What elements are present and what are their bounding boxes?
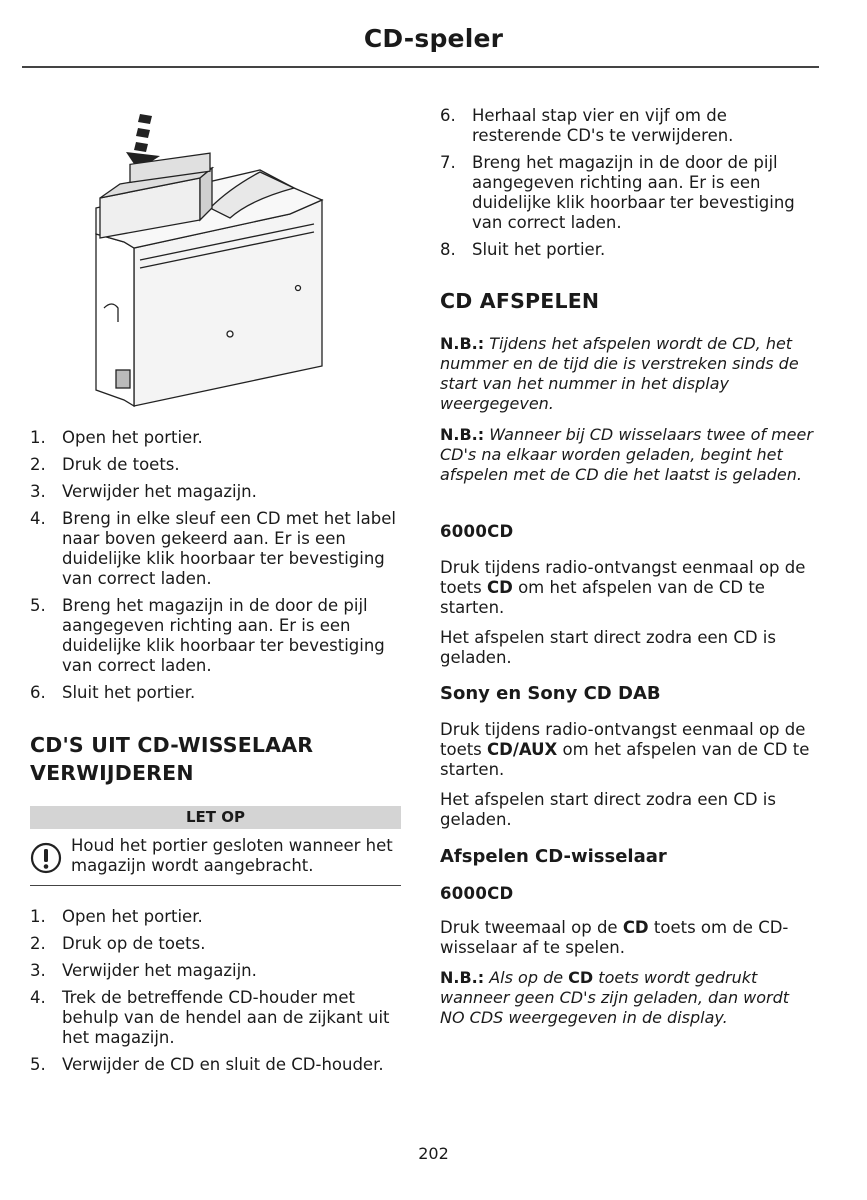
list-item: 3. Verwijder het magazijn. <box>30 961 257 980</box>
note-display: N.B.: Tijdens het afspelen wordt de CD, het nummer en de tijd die is verstreken sinds de start van het nummer in het display weergegeven. <box>440 334 799 413</box>
cd-changer-illustration <box>90 108 330 408</box>
list-item: 1. Open het portier. <box>30 907 203 926</box>
list-item: 7. Breng het magazijn in de door de pijl aangegeven richting aan. Er is een duidelijke klik hoorbaar ter bevestiging van correct laden. <box>440 153 795 232</box>
list-item: 2. Druk op de toets. <box>30 934 206 953</box>
paragraph-start-sony: Het afspelen start direct zodra een CD is geladen. <box>440 790 776 829</box>
list-item: 6. Herhaal stap vier en vijf om de resterende CD's te verwijderen. <box>440 106 734 145</box>
list-item: 5. Breng het magazijn in de door de pijl aangegeven richting aan. Er is een duidelijke klik hoorbaar ter bevestiging van correct laden. <box>30 596 385 675</box>
warning-exclamation-icon <box>30 842 62 874</box>
list-item: 1. Open het portier. <box>30 428 203 447</box>
subheading-changer: Afspelen CD-wisselaar <box>440 846 667 867</box>
section-heading-remove: CD'S UIT CD-WISSELAAR VERWIJDEREN <box>30 733 314 785</box>
list-item: 8. Sluit het portier. <box>440 240 606 259</box>
list-item: 3. Verwijder het magazijn. <box>30 482 257 501</box>
warning-text: Houd het portier gesloten wanneer het magazijn wordt aangebracht. <box>71 836 393 875</box>
subheading-6000cd-changer: 6000CD <box>440 884 514 903</box>
section-heading-play: CD AFSPELEN <box>440 289 600 313</box>
continue-steps-list <box>440 106 818 267</box>
list-item: 6. Sluit het portier. <box>30 683 196 702</box>
warning-box <box>30 836 401 886</box>
note-last-loaded: N.B.: Wanneer bij CD wisselaars twee of meer CD's na elkaar worden geladen, begint het afspelen met de CD die het laatst is geladen. <box>440 425 813 484</box>
title-rule <box>22 66 819 68</box>
paragraph-start: Het afspelen start direct zodra een CD is geladen. <box>440 628 776 667</box>
paragraph-sony: Druk tijdens radio-ontvangst eenmaal op de toets CD/AUX om het afspelen van de CD te starten. <box>440 720 810 779</box>
load-steps-list <box>30 428 402 710</box>
warning-header: LET OP <box>30 806 401 829</box>
subheading-6000cd: 6000CD <box>440 522 514 541</box>
paragraph-changer: Druk tweemaal op de CD toets om de CD-wisselaar af te spelen. <box>440 918 789 957</box>
page-number: 202 <box>418 1144 449 1163</box>
list-item: 2. Druk de toets. <box>30 455 180 474</box>
note-no-cds: N.B.: Als op de CD toets wordt gedrukt wanneer geen CD's zijn geladen, dan wordt NO CDS weergegeven in de display. <box>440 968 790 1027</box>
list-item: 4. Trek de betreffende CD-houder met behulp van de hendel aan de zijkant uit het magazijn. <box>30 988 390 1047</box>
changer-unit <box>96 153 322 406</box>
page-title: CD-speler <box>363 24 504 53</box>
list-item: 4. Breng in elke sleuf een CD met het label naar boven gekeerd aan. Er is een duidelijke klik hoorbaar ter bevestiging van correct laden. <box>30 509 396 588</box>
paragraph-6000cd: Druk tijdens radio-ontvangst eenmaal op de toets CD om het afspelen van de CD te starten. <box>440 558 806 617</box>
remove-steps-list <box>30 907 402 1082</box>
list-item: 5. Verwijder de CD en sluit de CD-houder. <box>30 1055 384 1074</box>
subheading-sony: Sony en Sony CD DAB <box>440 683 661 704</box>
